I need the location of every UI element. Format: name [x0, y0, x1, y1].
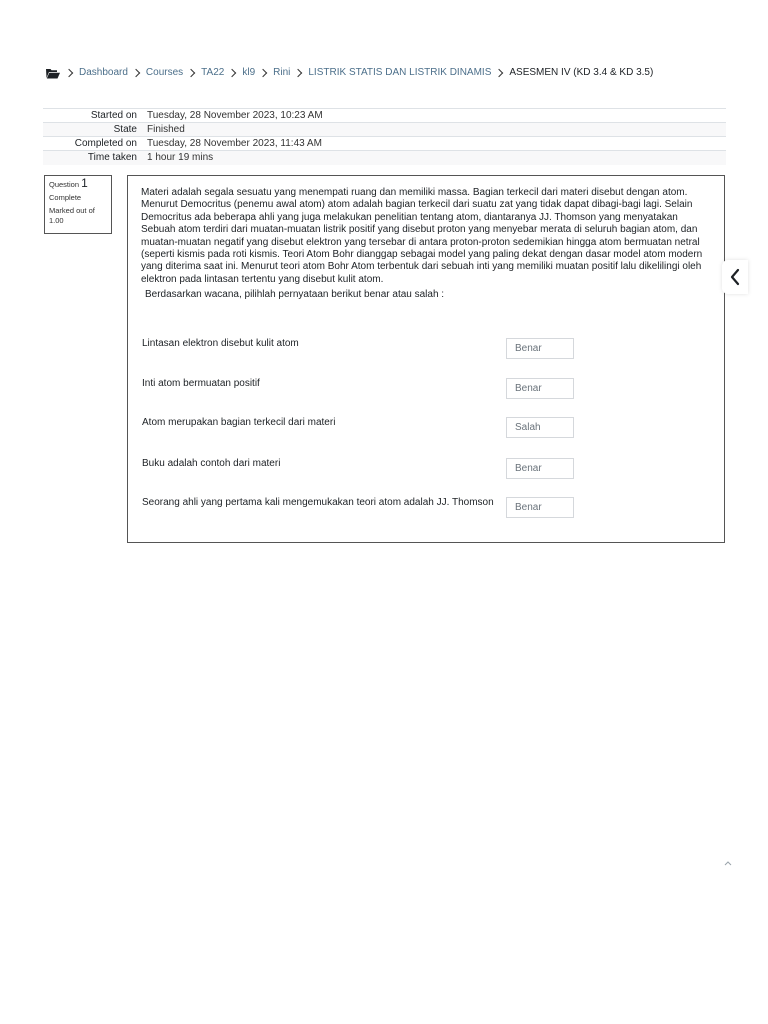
summary-row-started	[43, 109, 726, 123]
question-info-box	[44, 175, 112, 234]
breadcrumb-separator	[259, 69, 267, 77]
breadcrumb-separator	[132, 69, 140, 77]
match-row	[142, 458, 712, 482]
breadcrumb-separator	[495, 69, 503, 77]
chevron-up-icon	[724, 860, 732, 866]
breadcrumb-separator	[294, 69, 302, 77]
match-statement: Inti atom bermuatan positif	[142, 378, 260, 389]
match-statement: Lintasan elektron disebut kulit atom	[142, 338, 299, 349]
answer-select[interactable]: Salah	[506, 417, 574, 438]
drawer-toggle-button[interactable]	[722, 260, 748, 294]
match-statement: Buku adalah contoh dari materi	[142, 458, 281, 469]
question-prompt: Berdasarkan wacana, pilihlah pernyataan berikut benar atau salah :	[145, 289, 445, 300]
question-content	[127, 175, 725, 543]
breadcrumb-separator	[187, 69, 195, 77]
question-number	[49, 178, 107, 190]
match-row	[142, 497, 712, 521]
breadcrumb-current: ASESMEN IV (KD 3.4 & KD 3.5)	[509, 67, 654, 78]
summary-label: Time taken	[43, 151, 147, 165]
breadcrumb-link-courses[interactable]: Courses	[145, 67, 184, 78]
summary-value: Tuesday, 28 November 2023, 11:43 AM	[147, 137, 726, 151]
question-label: Question	[49, 180, 80, 189]
folder-open-icon[interactable]	[46, 67, 61, 79]
match-statement: Seorang ahli yang pertama kali mengemukakan teori atom adalah JJ. Thomson	[142, 497, 494, 508]
answer-select[interactable]: Benar	[506, 338, 574, 359]
question-state: Complete	[49, 193, 82, 202]
summary-row-state	[43, 123, 726, 137]
summary-label: Started on	[43, 109, 147, 123]
breadcrumb-link-course-section[interactable]: LISTRIK STATIS DAN LISTRIK DINAMIS	[308, 67, 492, 78]
breadcrumb-link-dashboard[interactable]: Dashboard	[79, 67, 128, 78]
breadcrumb-separator	[228, 69, 236, 77]
answer-select[interactable]: Benar	[506, 378, 574, 399]
question-text: Materi adalah segala sesuatu yang menempati ruang dan memiliki massa. Bagian terkecil dari materi disebut dengan atom. Menurut Democritus (penemu awal atom) atom adalah bagian terkecil dari suatu zat yang tidak dapat dibagi-bagi lagi. Selain Democritus ada beberapa ahli yang juga melakukan penelitian tentang atom, diantaranya JJ. Thomson yang menyatakan Sebuah atom terdiri dari muatan-muatan listrik positif yang disebut proton yang menyebar merata di seluruh bagian atom, dan muatan-muatan negatif yang disebut elektron yang tersebar di antara proton-proton sedemikian hingga atom bermuatan netral (seperti kismis pada roti kismis. Teori Atom Bohr dianggap sebagai model yang paling dekat dengan dasar model atom modern yang diterima saat ini. Menurut teori atom Bohr Atom terbentuk dari sebuah inti yang memiliki muatan positif lalu dikelilingi oleh elektron pada lintasan tertentu yang disebut kulit atom.	[141, 187, 703, 285]
match-statement: Atom merupakan bagian terkecil dari materi	[142, 417, 336, 428]
breadcrumb-link-rini[interactable]: Rini	[273, 67, 291, 78]
answer-select[interactable]: Benar	[506, 458, 574, 479]
match-row	[142, 378, 712, 402]
breadcrumb-link-kl9[interactable]: kl9	[242, 67, 256, 78]
summary-value: 1 hour 19 mins	[147, 151, 726, 165]
breadcrumb-separator	[65, 69, 73, 77]
summary-row-completed	[43, 137, 726, 151]
summary-label: Completed on	[43, 137, 147, 151]
chevron-left-icon	[729, 268, 741, 286]
answer-select[interactable]: Benar	[506, 497, 574, 518]
summary-label: State	[43, 123, 147, 137]
back-to-top-button[interactable]	[723, 858, 733, 868]
breadcrumb-link-ta22[interactable]: TA22	[201, 67, 225, 78]
summary-value: Tuesday, 28 November 2023, 10:23 AM	[147, 109, 726, 123]
breadcrumb	[46, 66, 653, 80]
question-number-value: 1	[81, 176, 88, 190]
attempt-summary-table	[43, 108, 726, 165]
summary-row-time-taken	[43, 151, 726, 165]
summary-value: Finished	[147, 123, 726, 137]
question-grade: Marked out of 1.00	[49, 206, 95, 225]
match-row	[142, 338, 712, 362]
match-row	[142, 417, 712, 441]
